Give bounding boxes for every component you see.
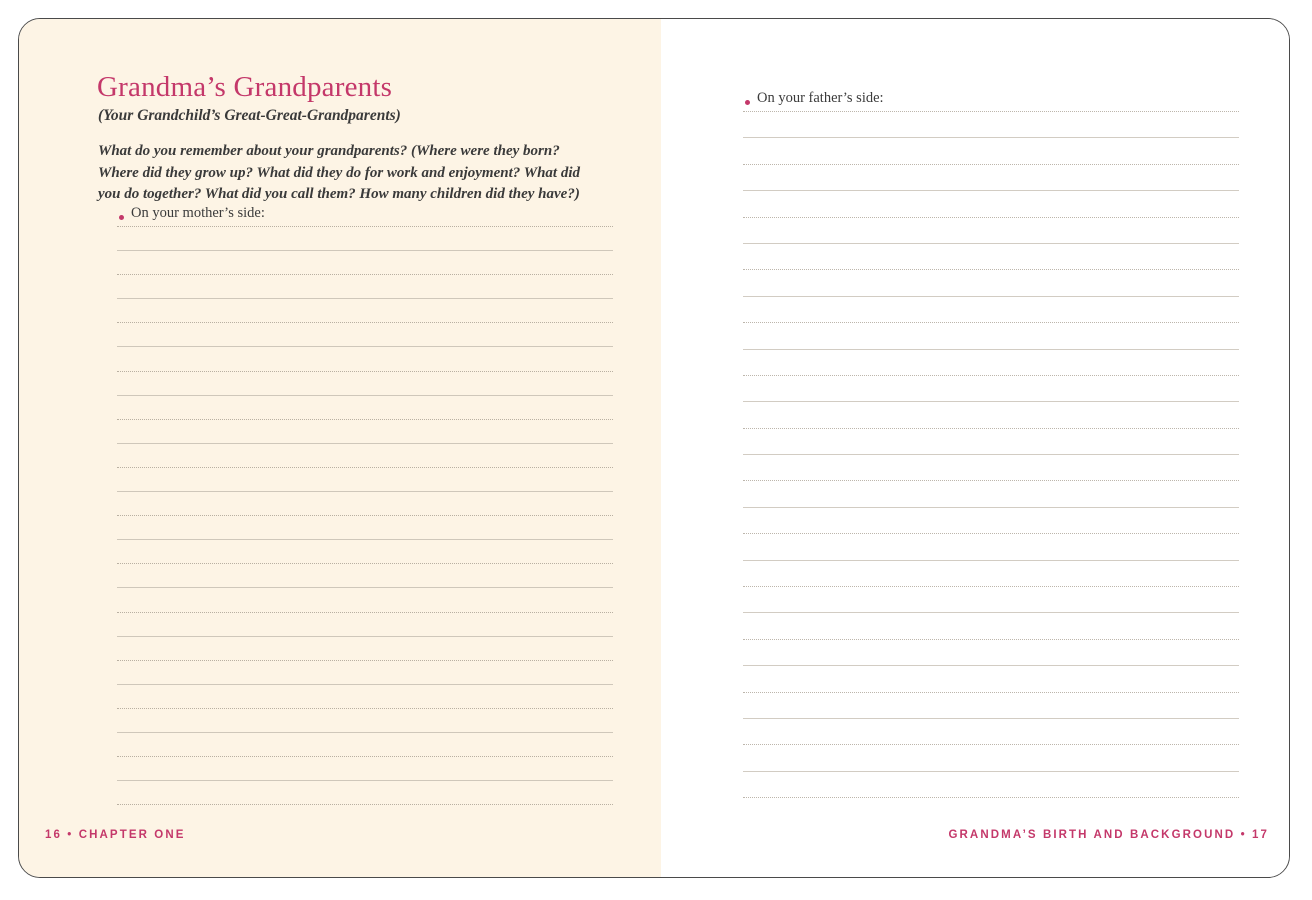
writing-line[interactable] <box>117 346 613 347</box>
left-page-footer: 16 • CHAPTER ONE <box>45 829 186 841</box>
writing-line[interactable] <box>117 250 613 251</box>
writing-line[interactable] <box>743 744 1239 745</box>
writing-line[interactable] <box>117 804 613 805</box>
writing-line[interactable] <box>743 665 1239 666</box>
right-page-footer: GRANDMA’S BIRTH AND BACKGROUND • 17 <box>948 829 1269 841</box>
writing-line[interactable] <box>743 454 1239 455</box>
writing-line[interactable] <box>743 401 1239 402</box>
writing-line[interactable] <box>743 771 1239 772</box>
page-title: Grandma’s Grandparents <box>97 71 393 103</box>
writing-line[interactable] <box>743 269 1239 270</box>
writing-line[interactable] <box>743 586 1239 587</box>
writing-line[interactable] <box>743 718 1239 719</box>
writing-line[interactable] <box>117 298 613 299</box>
book-spread <box>18 18 1290 878</box>
writing-line[interactable] <box>117 587 613 588</box>
writing-line[interactable] <box>117 780 613 781</box>
writing-line[interactable] <box>117 419 613 420</box>
writing-line[interactable] <box>743 533 1239 534</box>
writing-line[interactable] <box>743 349 1239 350</box>
writing-line[interactable] <box>117 226 613 227</box>
writing-line[interactable] <box>743 797 1239 798</box>
writing-line[interactable] <box>117 708 613 709</box>
writing-line[interactable] <box>117 732 613 733</box>
bullet-icon <box>119 215 124 220</box>
writing-line[interactable] <box>117 467 613 468</box>
page-subtitle: (Your Grandchild’s Great-Great-Grandparents) <box>98 107 401 124</box>
bullet-icon <box>745 100 750 105</box>
writing-line[interactable] <box>117 539 613 540</box>
writing-line[interactable] <box>743 507 1239 508</box>
writing-line[interactable] <box>743 137 1239 138</box>
writing-line[interactable] <box>743 639 1239 640</box>
writing-line[interactable] <box>117 660 613 661</box>
writing-line[interactable] <box>743 692 1239 693</box>
writing-line[interactable] <box>117 563 613 564</box>
fathers-side-label: On your father’s side: <box>756 90 884 106</box>
writing-line[interactable] <box>117 371 613 372</box>
writing-line[interactable] <box>117 491 613 492</box>
writing-line[interactable] <box>117 322 613 323</box>
prompt-text-part2: grandparents? (Where were they born? Where did they grow up? What did they do for work and enjoyment? What did you do together? What did you call them? How many children did they have?) <box>98 143 580 202</box>
writing-line[interactable] <box>743 190 1239 191</box>
left-page <box>19 19 661 877</box>
writing-line[interactable] <box>117 274 613 275</box>
mothers-side-writing-area[interactable] <box>117 226 613 805</box>
writing-line[interactable] <box>117 443 613 444</box>
writing-line[interactable] <box>743 322 1239 323</box>
writing-line[interactable] <box>117 515 613 516</box>
writing-line[interactable] <box>117 684 613 685</box>
mothers-side-label: On your mother’s side: <box>131 205 265 221</box>
writing-line[interactable] <box>117 395 613 396</box>
writing-line[interactable] <box>743 111 1239 112</box>
writing-line[interactable] <box>117 756 613 757</box>
writing-line[interactable] <box>743 164 1239 165</box>
prompt-text-emphasis: your <box>285 143 314 159</box>
fathers-side-writing-area[interactable] <box>743 111 1239 798</box>
writing-line[interactable] <box>743 243 1239 244</box>
writing-line[interactable] <box>743 375 1239 376</box>
writing-line[interactable] <box>117 612 613 613</box>
writing-line[interactable] <box>743 428 1239 429</box>
prompt-text-part1: What do you remember about <box>98 143 286 159</box>
writing-line[interactable] <box>743 612 1239 613</box>
writing-line[interactable] <box>743 217 1239 218</box>
right-page <box>661 19 1289 877</box>
writing-line[interactable] <box>743 296 1239 297</box>
writing-line[interactable] <box>743 560 1239 561</box>
prompt-text <box>98 141 598 206</box>
writing-line[interactable] <box>117 636 613 637</box>
writing-line[interactable] <box>743 480 1239 481</box>
